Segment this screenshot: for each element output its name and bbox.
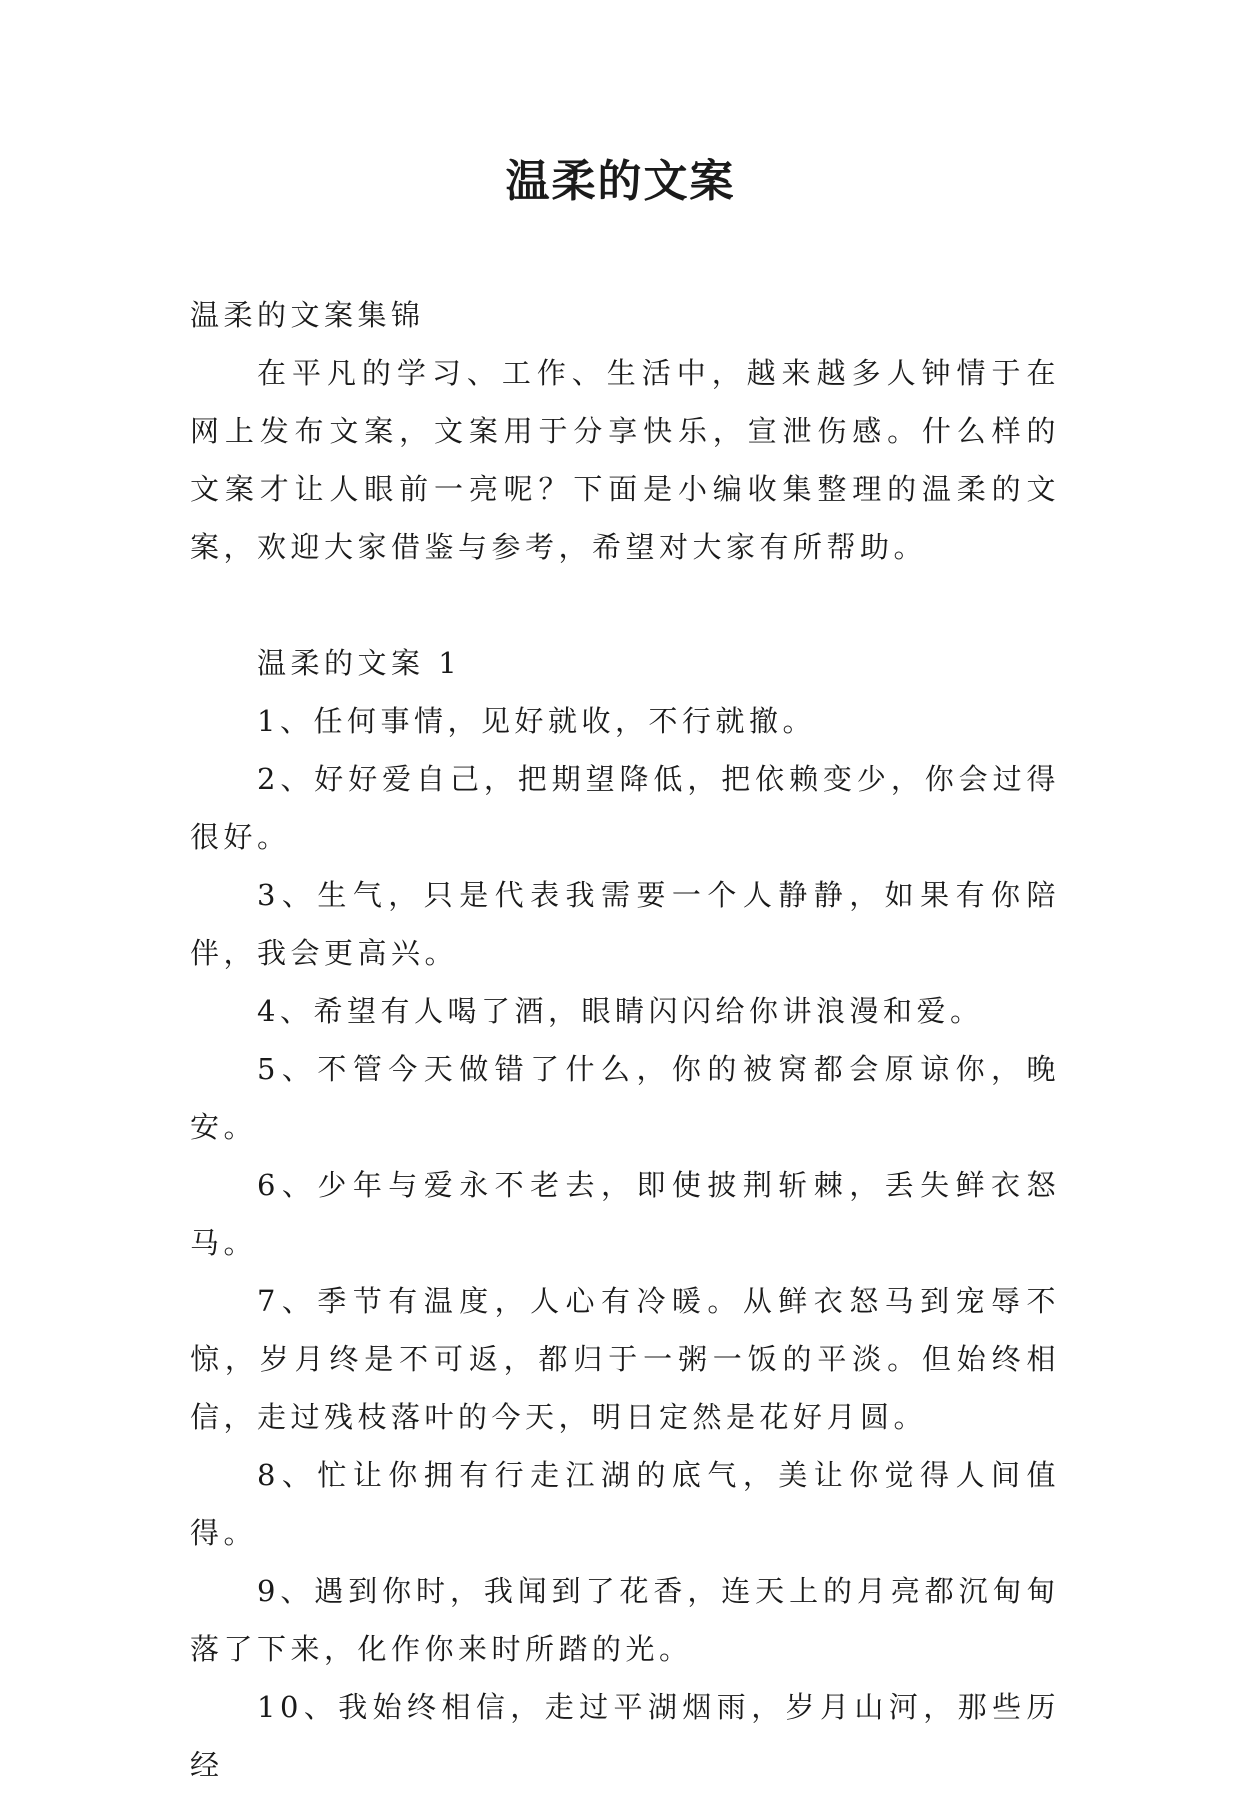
document-title: 温柔的文案	[505, 156, 736, 207]
list-item: 9、遇到你时，我闻到了花香，连天上的月亮都沉甸甸落了下来，化作你来时所踏的光。	[190, 1574, 1060, 1666]
list-item: 5、不管今天做错了什么，你的被窝都会原谅你，晚安。	[190, 1052, 1060, 1144]
list-item: 4、希望有人喝了酒，眼睛闪闪给你讲浪漫和爱。	[257, 994, 984, 1028]
paragraph-spacer	[190, 576, 1060, 634]
list-item: 3、生气，只是代表我需要一个人静静，如果有你陪伴，我会更高兴。	[190, 878, 1060, 970]
list-item: 1、任何事情，见好就收，不行就撤。	[257, 704, 816, 738]
document-subtitle: 温柔的文案集锦	[190, 298, 425, 332]
section-heading: 温柔的文案 1	[257, 646, 462, 680]
intro-paragraph: 在平凡的学习、工作、生活中，越来越多人钟情于在网上发布文案，文案用于分享快乐，宣泄伤感。什么样的文案才让人眼前一亮呢？下面是小编收集整理的温柔的文案，欢迎大家借鉴与参考，希望对大家有所帮助。	[190, 356, 1060, 564]
document-body	[190, 286, 1060, 1794]
list-item: 6、少年与爱永不老去，即使披荆斩棘，丢失鲜衣怒马。	[190, 1168, 1060, 1260]
list-item: 8、忙让你拥有行走江湖的底气，美让你觉得人间值得。	[190, 1458, 1060, 1550]
list-item: 2、好好爱自己，把期望降低，把依赖变少，你会过得很好。	[190, 762, 1060, 854]
list-item: 10、我始终相信，走过平湖烟雨，岁月山河，那些历经	[190, 1690, 1060, 1782]
list-item: 7、季节有温度，人心有冷暖。从鲜衣怒马到宠辱不惊，岁月终是不可返，都归于一粥一饭的平淡。但始终相信，走过残枝落叶的今天，明日定然是花好月圆。	[190, 1284, 1060, 1434]
